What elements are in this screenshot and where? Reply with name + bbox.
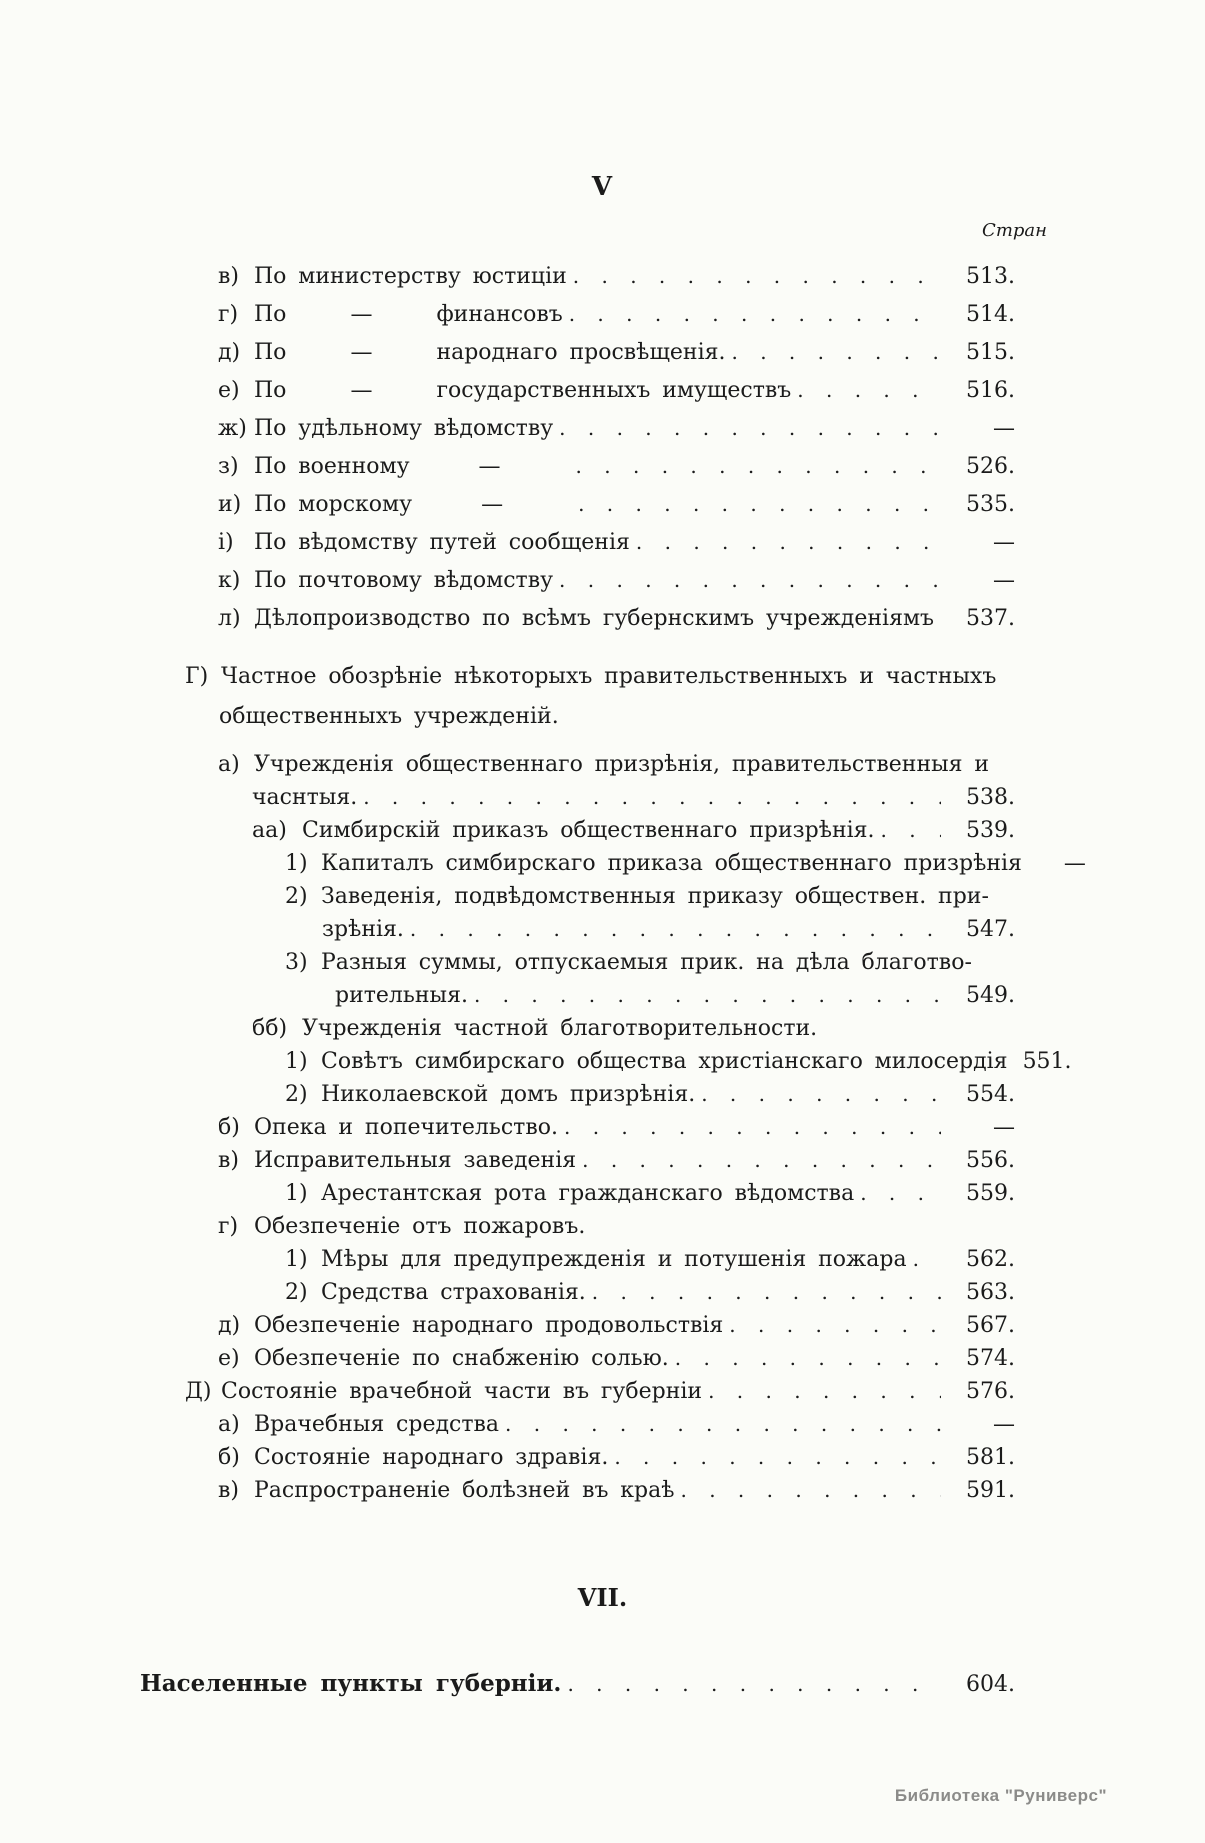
row-pre-word: По (254, 378, 287, 403)
row-prefix: б) (218, 1445, 240, 1470)
toc-row (0, 1049, 1205, 1082)
row-prefix: и) (218, 492, 242, 517)
page-number: 574. (966, 1346, 1015, 1371)
toc-row (0, 378, 1205, 416)
dot-leader (797, 378, 941, 402)
page-number: 516. (966, 378, 1015, 403)
page-number: 551. (1022, 1049, 1072, 1074)
page-number: 563. (966, 1280, 1015, 1305)
row-text: Врачебныя средства (254, 1412, 500, 1437)
dot-leader (614, 1445, 941, 1469)
row-text: Населенные пункты губерніи. (140, 1670, 562, 1697)
row-prefix: з) (218, 454, 239, 479)
page-number: — (993, 568, 1015, 593)
toc-row (0, 1412, 1205, 1445)
row-text: Распространеніе болѣзней въ краѣ (254, 1478, 675, 1503)
toc-row (0, 1478, 1205, 1511)
row-prefix: л) (218, 606, 241, 631)
dot-leader (567, 1672, 941, 1696)
page-number: 538. (966, 785, 1015, 810)
row-prefix: а) (218, 1412, 240, 1437)
row-prefix: б) (218, 1115, 240, 1140)
ditto-dash: — (478, 454, 501, 479)
row-text: По министерству юстиціи (254, 264, 567, 289)
toc-row (0, 416, 1205, 454)
row-prefix: д) (218, 340, 241, 365)
row-text: Частное обозрѣніе нѣкоторыхъ правительственныхъ и частныхъ (221, 664, 997, 689)
page-number: 567. (966, 1313, 1015, 1338)
row-prefix: 2) (285, 1280, 308, 1305)
dot-leader (582, 1148, 941, 1172)
toc-row (0, 264, 1205, 302)
page-number: 539. (966, 818, 1015, 843)
row-prefix: Д) (185, 1379, 212, 1404)
row-text: Учрежденія частной благотворительности. (302, 1016, 818, 1041)
dot-leader (410, 917, 941, 941)
toc-row (0, 1115, 1205, 1148)
ditto-dash: — (350, 378, 373, 403)
row-text: По вѣдомству путей сообщенія (254, 530, 630, 555)
row-prefix: бб) (252, 1016, 288, 1041)
page-number: 535. (966, 492, 1015, 517)
row-prefix: в) (218, 1148, 239, 1173)
row-text: По военному (254, 454, 410, 479)
dot-leader (578, 492, 941, 516)
page-number: 559. (966, 1181, 1015, 1206)
row-prefix: д) (218, 1313, 241, 1338)
page-number: 591. (966, 1478, 1015, 1503)
dot-leader (363, 785, 941, 809)
page-number: — (993, 1412, 1015, 1437)
row-text: Учрежденія общественнаго призрѣнія, правительственныя и (254, 752, 989, 777)
row-prefix: і) (218, 530, 234, 555)
row-text: Совѣтъ симбирскаго общества христіанскаго милосердія (321, 1049, 1008, 1074)
row-text: Состояніе врачебной части въ губерніи (221, 1379, 703, 1404)
toc-row (0, 1247, 1205, 1280)
toc-row (0, 568, 1205, 606)
row-prefix: г) (218, 1214, 239, 1239)
row-prefix: аа) (252, 818, 287, 843)
row-text: государственныхъ имуществъ (436, 378, 792, 403)
row-text: финансовъ (436, 302, 563, 327)
section-vii-heading: VII. (577, 1583, 628, 1612)
dot-leader (729, 1313, 941, 1337)
row-text: Мѣры для предупрежденія и потушенія пожара (321, 1247, 907, 1272)
toc-row (0, 1280, 1205, 1313)
toc-row (0, 752, 1205, 785)
page-number: 604. (966, 1672, 1015, 1697)
row-prefix: а) (218, 752, 240, 777)
toc-group (0, 264, 1205, 644)
dot-leader (940, 606, 941, 630)
table-of-contents (0, 264, 1205, 1511)
row-text: Разныя суммы, отпускаемыя прик. на дѣла благотво- (321, 950, 972, 975)
toc-row (0, 1445, 1205, 1478)
toc-row (0, 454, 1205, 492)
page-number: 549. (966, 983, 1015, 1008)
row-text: Опека и попечительство. (254, 1115, 558, 1140)
page-number: — (1063, 851, 1086, 876)
page-number: — (993, 530, 1015, 555)
dot-leader (731, 340, 941, 364)
toc-row (0, 1346, 1205, 1379)
row-prefix: к) (218, 568, 241, 593)
row-prefix: 3) (285, 950, 308, 975)
row-text: Состояніе народнаго здравія. (254, 1445, 609, 1470)
row-text: рительныя. (335, 983, 468, 1008)
dot-leader (564, 1115, 941, 1139)
row-text: Исправительныя заведенія (254, 1148, 577, 1173)
dot-leader (559, 416, 941, 440)
page-number: — (993, 1115, 1015, 1140)
dot-leader (636, 530, 941, 554)
row-prefix: 2) (285, 1082, 308, 1107)
row-prefix: в) (218, 264, 239, 289)
row-prefix: 1) (285, 851, 308, 876)
dot-leader (474, 983, 941, 1007)
dot-leader (681, 1478, 942, 1502)
row-pre-word: По (254, 302, 287, 327)
row-prefix: г) (218, 302, 239, 327)
row-prefix: е) (218, 1346, 240, 1371)
row-text: Заведенія, подвѣдомственныя приказу обществен. при- (321, 884, 989, 909)
toc-row (0, 1379, 1205, 1412)
page-number: 547. (966, 917, 1015, 942)
toc-group (0, 752, 1205, 1511)
toc-row (0, 1670, 1205, 1710)
toc-row (0, 664, 1205, 704)
row-prefix: в) (218, 1478, 239, 1503)
dot-leader (675, 1346, 941, 1370)
row-text: зрѣнія. (322, 917, 404, 942)
page-number: 514. (966, 302, 1015, 327)
row-prefix: 2) (285, 884, 308, 909)
page-number: — (993, 416, 1015, 441)
toc-row (0, 818, 1205, 851)
toc-row (0, 302, 1205, 340)
row-text: По морскому (254, 492, 413, 517)
row-text: народнаго просвѣщенія. (436, 340, 726, 365)
page-number: 581. (966, 1445, 1015, 1470)
page-number: 576. (966, 1379, 1015, 1404)
toc-row (0, 492, 1205, 530)
dot-leader (860, 1181, 941, 1205)
row-text: общественныхъ учрежденій. (219, 704, 559, 729)
row-text: Обезпеченіе отъ пожаровъ. (254, 1214, 586, 1239)
toc-row (0, 917, 1205, 950)
row-text: Обезпеченіе по снабженію солью. (254, 1346, 669, 1371)
library-watermark: Библиотека "Руниверс" (894, 1786, 1107, 1805)
toc-row (0, 1181, 1205, 1214)
row-text: Капиталъ симбирскаго приказа общественнаго призрѣнія (321, 851, 1022, 876)
page-number: 513. (966, 264, 1015, 289)
page-number: 515. (966, 340, 1015, 365)
page-number: 554. (966, 1082, 1015, 1107)
dot-leader (701, 1082, 941, 1106)
dot-leader (576, 454, 941, 478)
toc-row (0, 851, 1205, 884)
section-vii-entry (0, 1670, 1205, 1710)
toc-row (0, 1313, 1205, 1346)
ditto-dash: — (350, 340, 373, 365)
toc-row (0, 340, 1205, 378)
row-prefix: 1) (285, 1049, 308, 1074)
page-number: 537. (966, 606, 1015, 631)
toc-row (0, 983, 1205, 1016)
row-text: Арестантская рота гражданскаго вѣдомства (321, 1181, 855, 1206)
dot-leader (559, 568, 941, 592)
row-pre-word: По (254, 340, 287, 365)
row-text: Дѣлопроизводство по всѣмъ губернскимъ учрежденіямъ (254, 606, 935, 631)
row-prefix: 1) (285, 1181, 308, 1206)
toc-row (0, 785, 1205, 818)
row-prefix: е) (218, 378, 240, 403)
toc-row (0, 884, 1205, 917)
row-prefix: ж) (218, 416, 247, 441)
dot-leader (505, 1412, 941, 1436)
toc-group (0, 664, 1205, 744)
row-text: Средства страхованія. (321, 1280, 586, 1305)
ditto-dash: — (481, 492, 504, 517)
row-text: По почтовому вѣдомству (254, 568, 554, 593)
dot-leader (569, 302, 941, 326)
dot-leader (913, 1247, 941, 1271)
toc-row (0, 1082, 1205, 1115)
page-number: 526. (966, 454, 1015, 479)
toc-row (0, 606, 1205, 644)
row-text: Симбирскій приказъ общественнаго призрѣнія. (302, 818, 875, 843)
dot-leader (708, 1379, 941, 1403)
row-text: Николаевской домъ призрѣнія. (321, 1082, 696, 1107)
toc-row (0, 1214, 1205, 1247)
toc-row (0, 1148, 1205, 1181)
toc-row (0, 1016, 1205, 1049)
row-text: Обезпеченіе народнаго продовольствія (254, 1313, 724, 1338)
row-text: часнтыя. (252, 785, 358, 810)
page-number: 556. (966, 1148, 1015, 1173)
row-prefix: 1) (285, 1247, 308, 1272)
page-number: 562. (966, 1247, 1015, 1272)
ditto-dash: — (350, 302, 373, 327)
dot-leader (592, 1280, 941, 1304)
page-number-top: V (591, 172, 614, 202)
toc-row (0, 704, 1205, 744)
page-column-header: Стран (982, 220, 1047, 241)
toc-row (0, 530, 1205, 568)
dot-leader (881, 818, 941, 842)
row-prefix: Г) (185, 664, 209, 689)
dot-leader (573, 264, 941, 288)
row-text: По удѣльному вѣдомству (254, 416, 554, 441)
toc-row (0, 950, 1205, 983)
